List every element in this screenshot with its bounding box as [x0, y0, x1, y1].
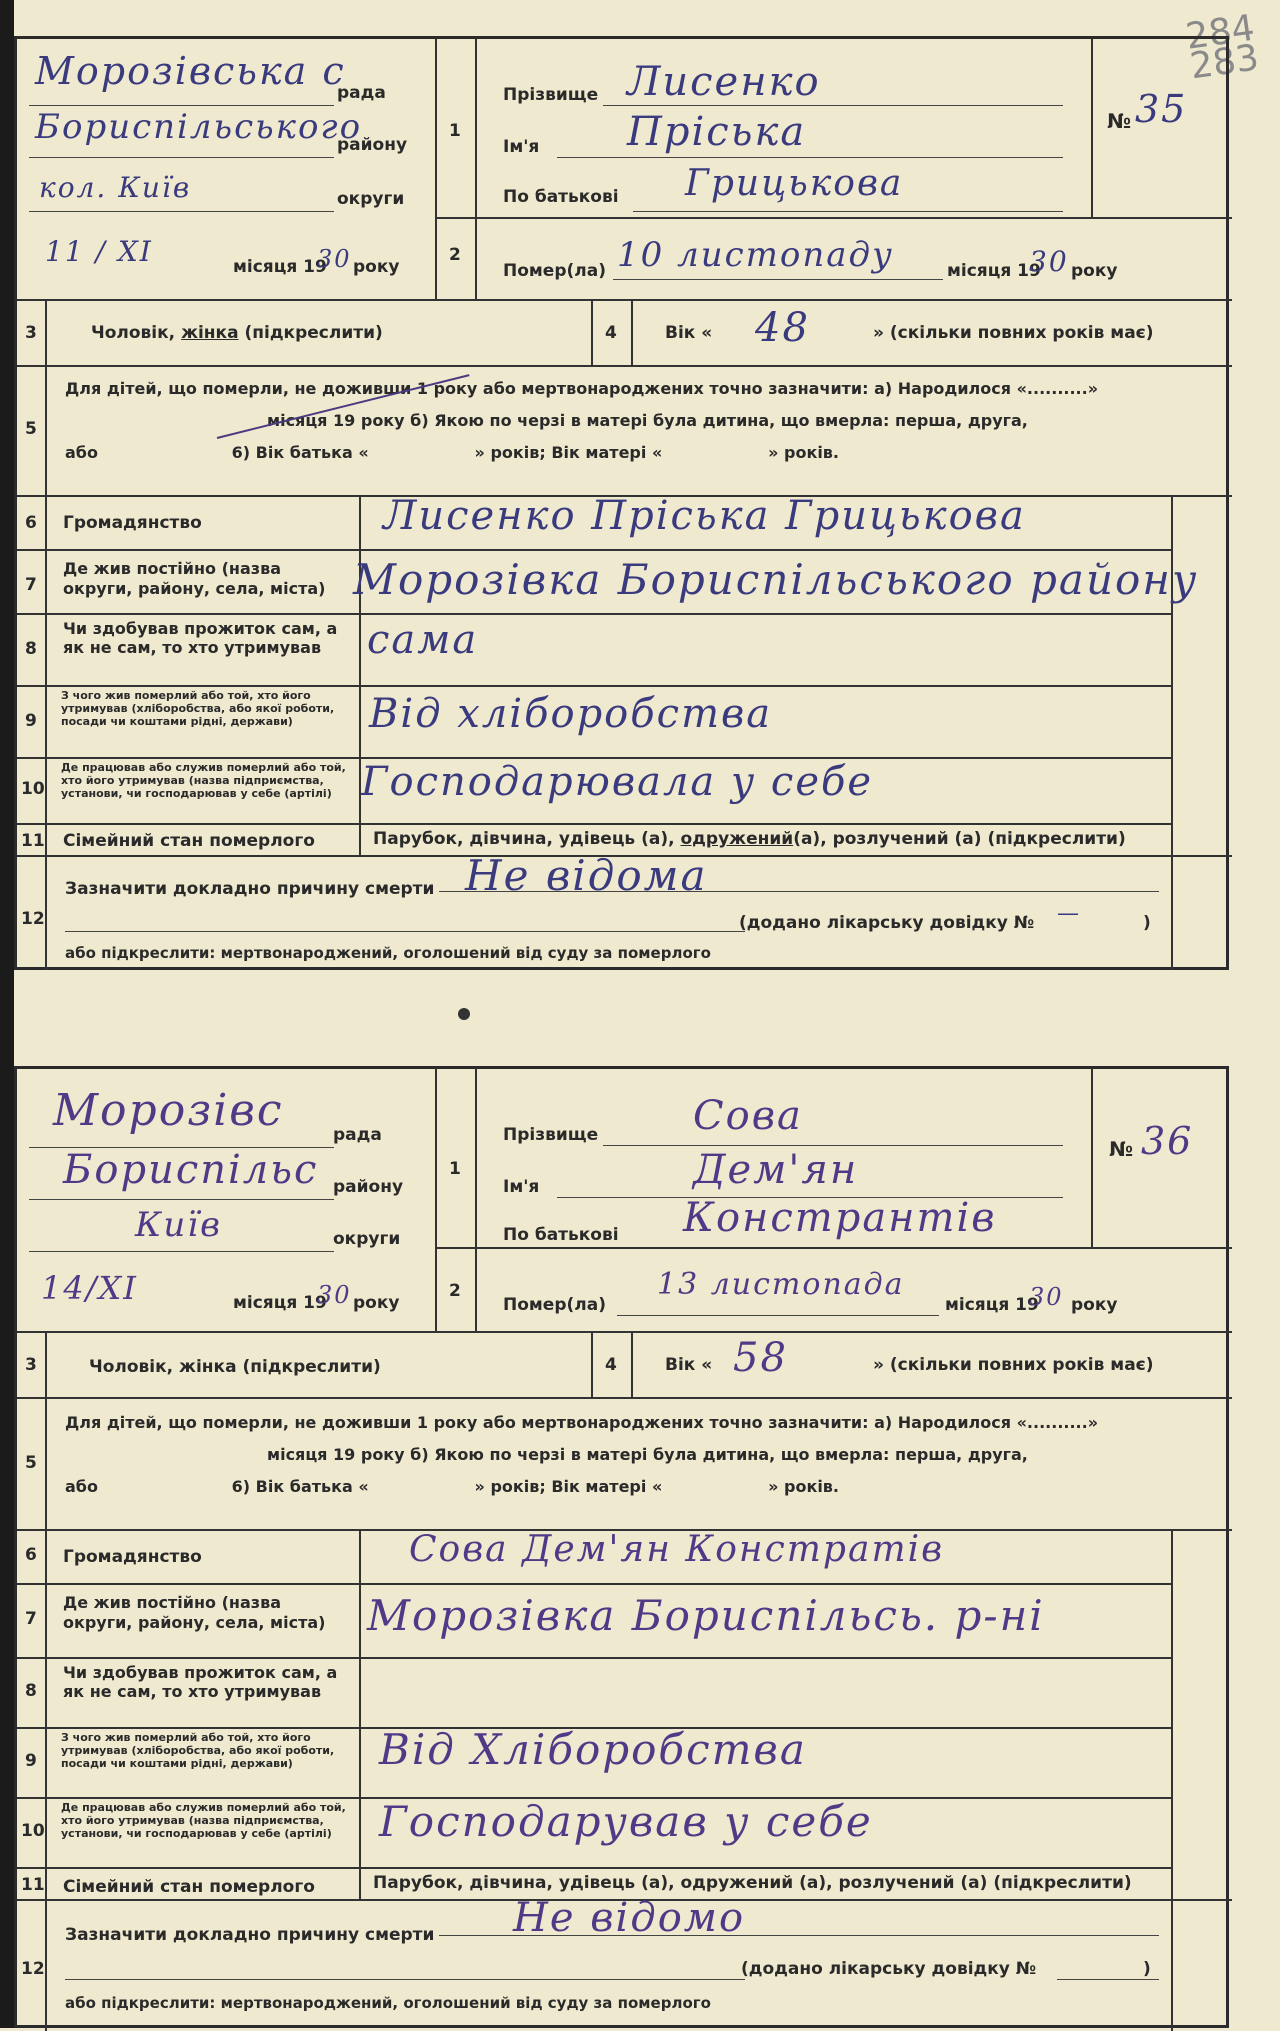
- rada-label: рада: [333, 1125, 382, 1145]
- year-label: року: [353, 1293, 400, 1313]
- row-num-8: 8: [25, 1681, 37, 1701]
- row-num-3: 3: [25, 1355, 37, 1375]
- died-day-value: 13 листопада: [657, 1267, 905, 1302]
- age-tail-label: » (скільки повних років має): [873, 1355, 1154, 1375]
- citizenship-label: Громадянство: [63, 513, 202, 533]
- died-label: Помер(ла): [503, 261, 606, 281]
- okruha-label: округи: [333, 1229, 401, 1249]
- row-num-1: 1: [449, 121, 461, 141]
- marital-options: Парубок, дівчина, удівець (а), одружений(а), розлучений (а) (підкреслити): [373, 829, 1126, 849]
- row-num-11: 11: [21, 831, 45, 851]
- surname-value: Лисенко: [627, 59, 821, 105]
- right-margin-cell-12: [1171, 1899, 1232, 2031]
- raion-label: району: [333, 1177, 404, 1197]
- died-month-label: місяця 19: [947, 261, 1041, 281]
- children-line-2: місяця 19 року б) Якою по черзі в матері була дитина, що вмерла: перша, друга,: [267, 1445, 1028, 1464]
- punch-hole: [458, 1008, 470, 1020]
- children-line-2: місяця 19 року б) Якою по черзі в матері була дитина, що вмерла: перша, друга,: [267, 411, 1028, 430]
- residence-label: Де жив постійно (назва округи, району, села, міста): [63, 1593, 326, 1632]
- okruha-value: Київ: [135, 1205, 222, 1245]
- district-value: Бориспільс: [63, 1147, 319, 1193]
- row-num-4: 4: [605, 1355, 617, 1375]
- sex-label: Чоловік, жінка (підкреслити): [89, 1357, 381, 1377]
- name-label: Ім'я: [503, 137, 540, 157]
- certificate-close: ): [1143, 1959, 1151, 1979]
- rada-label: рада: [337, 83, 386, 103]
- children-line-3: або 6) Вік батька « » років; Вік матері « » років.: [65, 1477, 840, 1496]
- row-num-5: 5: [25, 419, 37, 439]
- occupation-value: Господарювала у себе: [361, 759, 874, 805]
- occupation-label: Де працював або служив померлий або той, хто його утримував (назва підприємства, установи, чи господарював у себе (артілі): [61, 761, 346, 800]
- archive-page-number: 284 283: [1183, 7, 1262, 88]
- surname-value: Сова: [693, 1093, 803, 1139]
- livelihood-label: Чи здобував прожиток сам, а як не сам, то хто утримував: [63, 619, 338, 657]
- okruha-label: округи: [337, 189, 405, 209]
- year-label: року: [353, 257, 400, 277]
- record-number-value: 36: [1141, 1119, 1194, 1163]
- marital-options: Парубок, дівчина, удівець (а), одружений (а), розлучений (а) (підкреслити): [373, 1873, 1132, 1893]
- certificate-close: ): [1143, 913, 1151, 933]
- number-label: №: [1107, 109, 1132, 133]
- okruha-value: кол. Київ: [39, 171, 192, 204]
- died-year-value: 30: [1029, 245, 1069, 278]
- row-num-12: 12: [21, 1959, 45, 1979]
- age-tail-label: » (скільки повних років має): [873, 323, 1154, 343]
- died-label: Помер(ла): [503, 1295, 606, 1315]
- right-margin-column: [1171, 1529, 1232, 1901]
- row-num-2: 2: [449, 245, 461, 265]
- age-label: Вік «: [665, 323, 713, 343]
- livelihood-value: сама: [367, 617, 479, 663]
- cause-label: Зазначити докладно причину смерти: [65, 879, 435, 899]
- row-num-3: 3: [25, 323, 37, 343]
- row-num-11: 11: [21, 1875, 45, 1895]
- surname-label: Прізвище: [503, 85, 599, 105]
- residence-value: Морозівка Бориспільсь. р-ні: [367, 1591, 1045, 1640]
- row-num-6: 6: [25, 1545, 37, 1565]
- certificate-value: —: [1057, 901, 1081, 926]
- surname-label: Прізвище: [503, 1125, 599, 1145]
- stillborn-label: або підкреслити: мертвонароджений, оголошений від суду за померлого: [65, 1994, 711, 2012]
- month-label: місяця 19: [233, 257, 327, 277]
- citizenship-value: Сова Дем'ян Констратів: [409, 1529, 945, 1570]
- row-num-4: 4: [605, 323, 617, 343]
- name-value: Дем'ян: [693, 1147, 859, 1193]
- row-num-5: 5: [25, 1453, 37, 1473]
- age-value: 48: [755, 305, 810, 351]
- patronymic-label: По батькові: [503, 1225, 619, 1245]
- row-num-7: 7: [25, 575, 37, 595]
- occupation-value: Господарував у себе: [379, 1797, 873, 1846]
- source-label: З чого жив померлий або той, хто його утримував (хліборобства, або якої роботи, посади чи коштами рідні, держави): [61, 689, 335, 728]
- died-day-value: 10 листопаду: [617, 235, 894, 275]
- patronymic-label: По батькові: [503, 187, 619, 207]
- patronymic-value: Констрантів: [683, 1195, 997, 1241]
- district-value: Бориспільського: [35, 107, 363, 147]
- name-value: Пріська: [627, 109, 807, 155]
- reg-year-value: 30: [317, 1281, 352, 1309]
- row-num-8: 8: [25, 639, 37, 659]
- occupation-label: Де працював або служив померлий або той, хто його утримував (назва підприємства, установи, чи господарював у себе (артілі): [61, 1801, 346, 1840]
- children-line-1: Для дітей, що померли, не доживши 1 року або мертвонароджених точно зазначити: а) Народилося «..........»: [65, 1413, 1099, 1432]
- source-value: Від Хліборобства: [379, 1725, 807, 1774]
- death-record-1: [14, 36, 1229, 970]
- reg-date-value: 11 / XI: [45, 235, 153, 268]
- certificate-label: (додано лікарську довідку №: [739, 913, 1035, 933]
- row-num-2: 2: [449, 1281, 461, 1301]
- right-margin-column: [1171, 495, 1232, 857]
- marital-label: Сімейний стан померлого: [63, 831, 315, 851]
- source-label: З чого жив померлий або той, хто його утримував (хліборобства, або якої роботи, посади чи коштами рідні, держави): [61, 1731, 335, 1770]
- residence-value: Морозівка Бориспільського району: [353, 555, 1199, 604]
- died-year-label: року: [1071, 1295, 1118, 1315]
- citizenship-label: Громадянство: [63, 1547, 202, 1567]
- row-num-1: 1: [449, 1159, 461, 1179]
- council-value: Морозівс: [53, 1085, 284, 1136]
- reg-date-value: 14/XI: [41, 1269, 138, 1307]
- cause-label: Зазначити докладно причину смерти: [65, 1925, 435, 1945]
- livelihood-label: Чи здобував прожиток сам, а як не сам, то хто утримував: [63, 1663, 338, 1701]
- source-value: Від хліборобства: [369, 691, 773, 737]
- row-num-9: 9: [25, 711, 37, 731]
- patronymic-value: Грицькова: [685, 163, 904, 204]
- cause-value: Не відомо: [513, 1895, 746, 1941]
- citizenship-value: Лисенко Пріська Грицькова: [383, 493, 1026, 539]
- certificate-label: (додано лікарську довідку №: [741, 1959, 1037, 1979]
- number-label: №: [1109, 1137, 1134, 1161]
- binding-edge: [0, 0, 14, 2028]
- right-margin-cell-12: [1171, 855, 1232, 970]
- cause-value: Не відома: [465, 851, 708, 900]
- children-line-3: або 6) Вік батька « » років; Вік матері « » років.: [65, 443, 840, 462]
- residence-label: Де жив постійно (назва округи, району, села, міста): [63, 559, 326, 598]
- marital-label: Сімейний стан померлого: [63, 1877, 315, 1897]
- death-record-2: [14, 1066, 1229, 2028]
- died-year-value: 30: [1029, 1283, 1064, 1311]
- stillborn-label: або підкреслити: мертвонароджений, оголошений від суду за померлого: [65, 944, 711, 962]
- sex-label: Чоловік, жінка (підкреслити): [91, 323, 383, 343]
- raion-label: району: [337, 135, 408, 155]
- row-num-6: 6: [25, 513, 37, 533]
- row-num-9: 9: [25, 1751, 37, 1771]
- month-label: місяця 19: [233, 1293, 327, 1313]
- row-num-10: 10: [21, 1821, 45, 1841]
- died-year-label: року: [1071, 261, 1118, 281]
- row-num-7: 7: [25, 1609, 37, 1629]
- council-value: Морозівська с: [35, 49, 346, 93]
- row-num-10: 10: [21, 779, 45, 799]
- name-label: Ім'я: [503, 1177, 540, 1197]
- record-number-value: 35: [1135, 87, 1188, 131]
- children-line-1: Для дітей, що померли, не доживши 1 року або мертвонароджених точно зазначити: а) Народилося «..........»: [65, 379, 1099, 398]
- reg-year-value: 30: [317, 245, 352, 273]
- age-label: Вік «: [665, 1355, 713, 1375]
- row-num-12: 12: [21, 909, 45, 929]
- died-month-label: місяця 19: [945, 1295, 1039, 1315]
- age-value: 58: [733, 1335, 788, 1381]
